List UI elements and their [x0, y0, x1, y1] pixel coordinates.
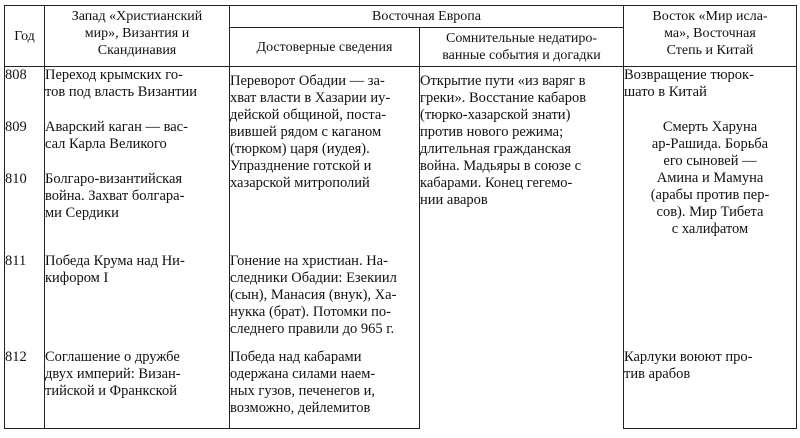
header-east-europe: Восточная Европа — [230, 6, 624, 28]
header-west: Запад «Христианский мир», Византия и Скандинавия — [45, 6, 230, 67]
table-row-812 — [5, 349, 797, 429]
doubtful-cell: Открытие пути «из варяг в греки». Восстание кабаров (тюрко-хазарской знати) против нового режима; длительная гражданская война. Мадьяры в союзе с кабарами. Конец гегемо- нии аваров — [420, 67, 624, 429]
reliable-cell-808-810: Переворот Обадии — за- хват власти в Хазарии иу- дейской общиной, поста- вившей рядом с каганом (тюрком) царя (иудея). Упразднение готской и хазарской митрополий — [230, 67, 420, 253]
year-cell: 811 — [5, 253, 45, 349]
west-cell: Переход крымских го- тов под власть Византии — [45, 67, 230, 119]
table-header — [5, 6, 797, 67]
east-cell — [624, 253, 797, 349]
header-east: Восток «Мир исла- ма», Восточная Степь и Китай — [624, 6, 797, 67]
table-row-811 — [5, 253, 797, 349]
header-reliable: Достоверные сведения — [230, 28, 420, 67]
table-body — [5, 67, 797, 429]
west-cell: Соглашение о дружбе двух империй: Визан- тийской и Франкской — [45, 349, 230, 429]
reliable-cell-811: Гонение на христиан. На- следники Обадии: Езекиил (сын), Манасия (внук), Ха- нукка (брат). Потомки по- следнего правили до 965 г. — [230, 253, 420, 349]
east-cell: Карлуки воюют про- тив арабов — [624, 349, 797, 429]
chronology-table — [4, 5, 797, 429]
header-doubtful: Сомнительные недатиро- ванные события и догадки — [420, 28, 624, 67]
table-row-808 — [5, 67, 797, 119]
year-cell: 812 — [5, 349, 45, 429]
header-year: Год — [5, 6, 45, 67]
east-cell: Возвращение тюрок- шато в Китай — [624, 67, 797, 119]
east-cell: Смерть Харуна ар-Рашида. Борьба его сыновей — Амина и Мамуна (арабы против пер- сов). Мир Тибета с халифатом — [624, 119, 797, 253]
west-cell: Аварский каган — вас- сал Карла Великого — [45, 119, 230, 171]
west-cell: Болгаро-византийская война. Захват болгара- ми Сердики — [45, 171, 230, 253]
reliable-cell-812: Победа над кабарами одержана силами наем- ных гузов, печенегов и, возможно, дейлемитов — [230, 349, 420, 429]
year-cell: 809 — [5, 119, 45, 171]
year-cell: 808 — [5, 67, 45, 119]
west-cell: Победа Крума над Ни- кифором I — [45, 253, 230, 349]
year-cell: 810 — [5, 171, 45, 253]
